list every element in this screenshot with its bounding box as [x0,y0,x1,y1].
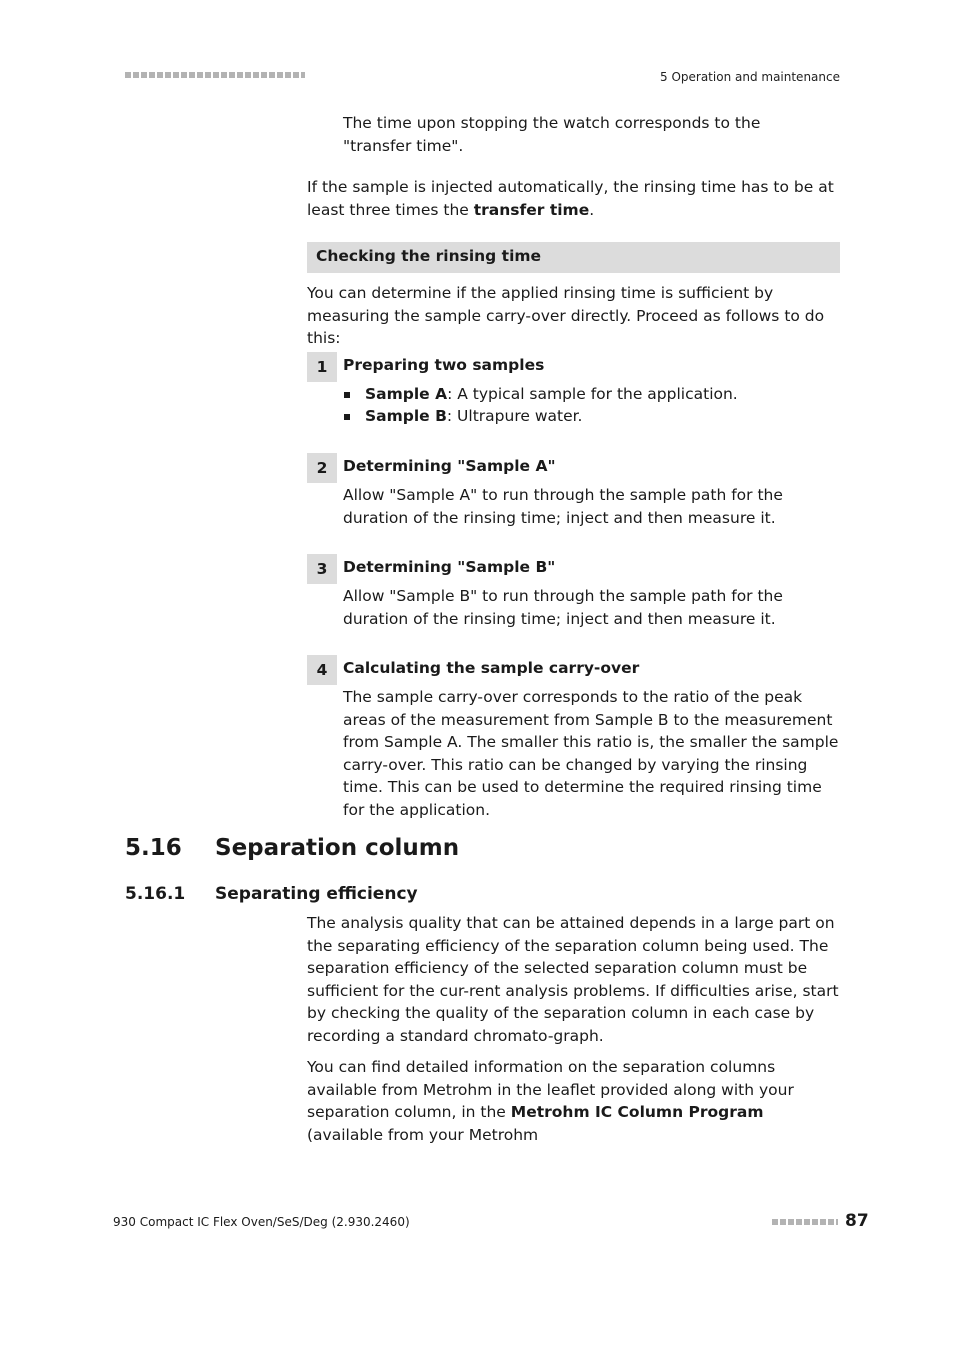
efficiency-paragraph-1: The analysis quality that can be attained depends in a large part on the separating efficiency of the separation column being used. The separation efficiency of the selected separation column must be sufficient for the cur-rent analysis problems. If difficulties arise, start by checking the quality of the separation column in each case by recording a standard chromato-graph. [307,914,839,1045]
step-title: Determining "Sample A" [343,457,556,475]
bullet-bold: Sample B [365,407,447,425]
step-number: 1 [307,352,337,382]
subsection-title: Separating efficiency [215,884,418,904]
step-body: The sample carry-over corresponds to the ratio of the peak areas of the measurement from Sample B to the measurement from Sample A. The smaller this ratio is, the smaller the sample carry-over. This ratio can be changed by varying the rinsing time. This can be used to determine the required rinsing time for the application. [343,688,839,819]
list-item [365,383,835,406]
efficiency-paragraph-2 [307,1056,840,1146]
bullet-text: : A typical sample for the application. [447,385,738,403]
list-item [365,405,835,428]
step-number: 2 [307,453,337,483]
footer-product: 930 Compact IC Flex Oven/SeS/Deg (2.930.2460) [113,1215,410,1229]
column-program-link: Metrohm IC Column Program [510,1103,764,1121]
section-bar-title: Checking the rinsing time [316,247,542,265]
step-number: 3 [307,554,337,584]
step-body: Allow "Sample A" to run through the sample path for the duration of the rinsing time; inject and then measure it. [343,486,783,527]
auto-injection-text [307,176,840,221]
bullet-bold: Sample A [365,385,448,403]
step-body: Allow "Sample B" to run through the sample path for the duration of the rinsing time; inject and then measure it. [343,587,783,628]
footer-decoration [772,1217,838,1227]
para2-post: (available from your Metrohm [307,1125,539,1144]
subsection-number: 5.16.1 [125,884,186,904]
section-number: 5.16 [125,835,182,861]
bullet-icon [344,414,350,420]
header-decoration [125,70,305,80]
para2-pre: You can find detailed information on the separation columns available from Metrohm in the leaflet provided along with your separation column, in the [307,1058,794,1121]
auto-text-bold: transfer time [473,200,590,219]
header-chapter: 5 Operation and maintenance [660,70,840,84]
step-title: Calculating the sample carry-over [343,659,640,677]
auto-text-post: . [589,200,595,219]
step-number: 4 [307,655,337,685]
section-title: Separation column [215,835,460,861]
bullet-icon [344,392,350,398]
step-title: Preparing two samples [343,356,545,374]
bullet-text: : Ultrapure water. [446,407,583,425]
page-number: 87 [845,1211,869,1231]
section-bar [307,242,840,273]
checking-intro: You can determine if the applied rinsing time is sufficient by measuring the sample carry-over directly. Proceed as follows to do this: [307,284,825,347]
step-title: Determining "Sample B" [343,558,556,576]
watch-text: The time upon stopping the watch corresponds to the "transfer time". [343,114,761,155]
auto-text-pre: If the sample is injected automatically, the rinsing time has to be at least three times the [307,178,834,219]
